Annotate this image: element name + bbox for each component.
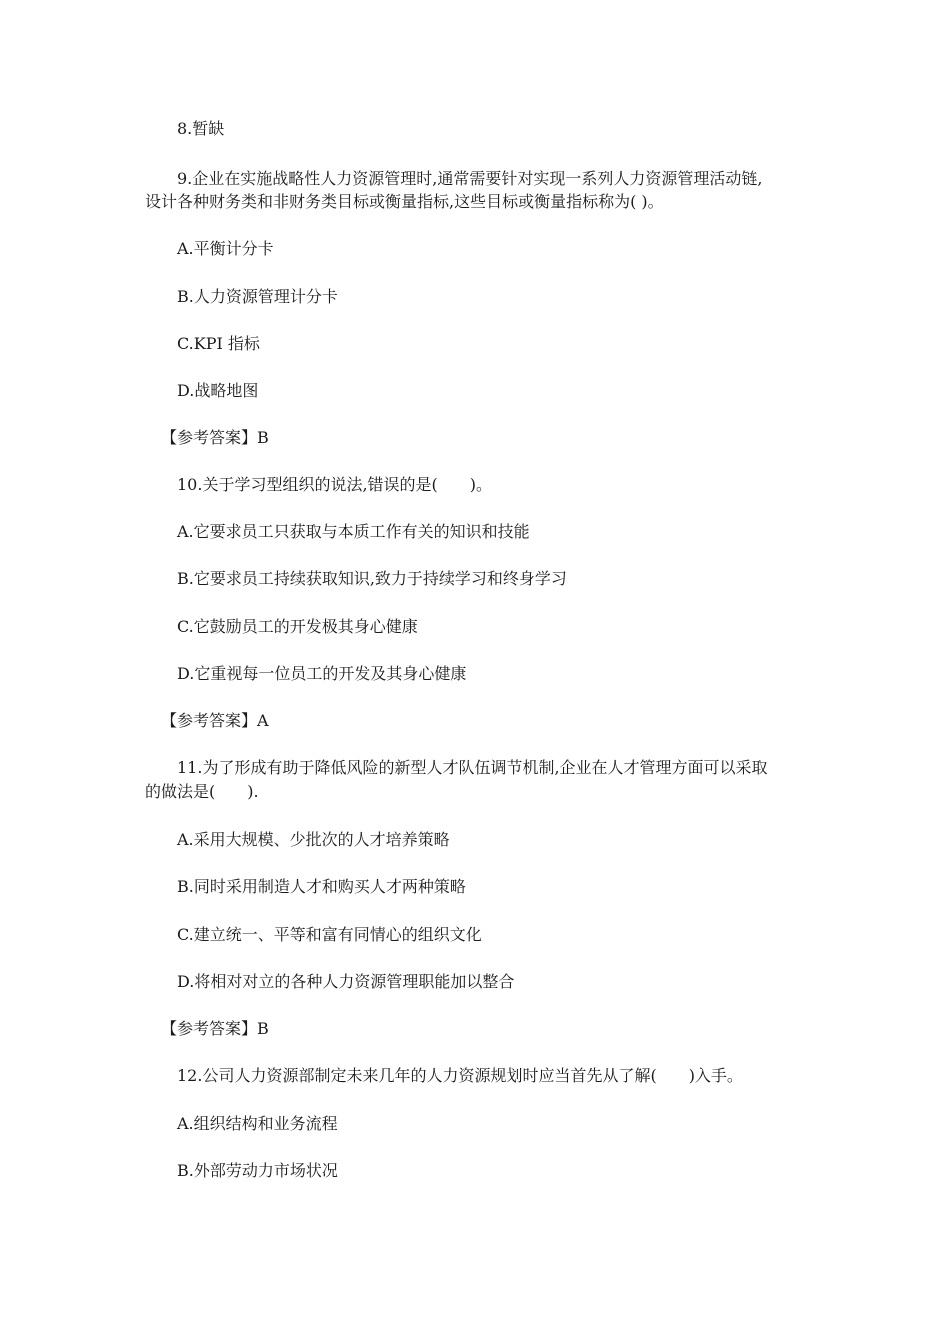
question-10: 10.关于学习型组织的说法,错误的是( )。: [177, 475, 493, 494]
question-11-option-c: C.建立统一、平等和富有同情心的组织文化: [177, 925, 482, 944]
question-10-option-d: D.它重视每一位员工的开发及其身心健康: [177, 664, 467, 683]
question-10-option-a: A.它要求员工只获取与本质工作有关的知识和技能: [177, 522, 530, 541]
question-9-option-b: B.人力资源管理计分卡: [177, 287, 338, 306]
question-11-option-b: B.同时采用制造人才和购买人才两种策略: [177, 877, 466, 896]
question-11-option-a: A.采用大规模、少批次的人才培养策略: [177, 830, 450, 849]
question-12: 12.公司人力资源部制定未来几年的人力资源规划时应当首先从了解( )入手。: [177, 1066, 743, 1085]
question-9-option-a: A.平衡计分卡: [177, 239, 274, 258]
question-9-line-1: 9.企业在实施战略性人力资源管理时,通常需要针对实现一系列人力资源管理活动链,: [177, 169, 763, 188]
question-9-answer: 【参考答案】B: [161, 428, 269, 447]
question-12-option-b: B.外部劳动力市场状况: [177, 1161, 338, 1180]
question-10-answer: 【参考答案】A: [161, 711, 269, 730]
question-11-line-2: 的做法是( ).: [145, 782, 259, 801]
question-9-line-2: 设计各种财务类和非财务类目标或衡量指标,这些目标或衡量指标称为( )。: [145, 192, 664, 211]
question-8: 8.暂缺: [177, 119, 225, 138]
question-10-option-b: B.它要求员工持续获取知识,致力于持续学习和终身学习: [177, 569, 567, 588]
question-11-answer: 【参考答案】B: [161, 1019, 269, 1038]
question-10-option-c: C.它鼓励员工的开发极其身心健康: [177, 617, 418, 636]
question-11-option-d: D.将相对对立的各种人力资源管理职能加以整合: [177, 972, 515, 991]
question-12-option-a: A.组织结构和业务流程: [177, 1114, 338, 1133]
question-11-line-1: 11.为了形成有助于降低风险的新型人才队伍调节机制,企业在人才管理方面可以采取: [177, 758, 768, 777]
question-9-option-d: D.战略地图: [177, 381, 259, 400]
question-9-option-c: C.KPI 指标: [177, 334, 260, 353]
